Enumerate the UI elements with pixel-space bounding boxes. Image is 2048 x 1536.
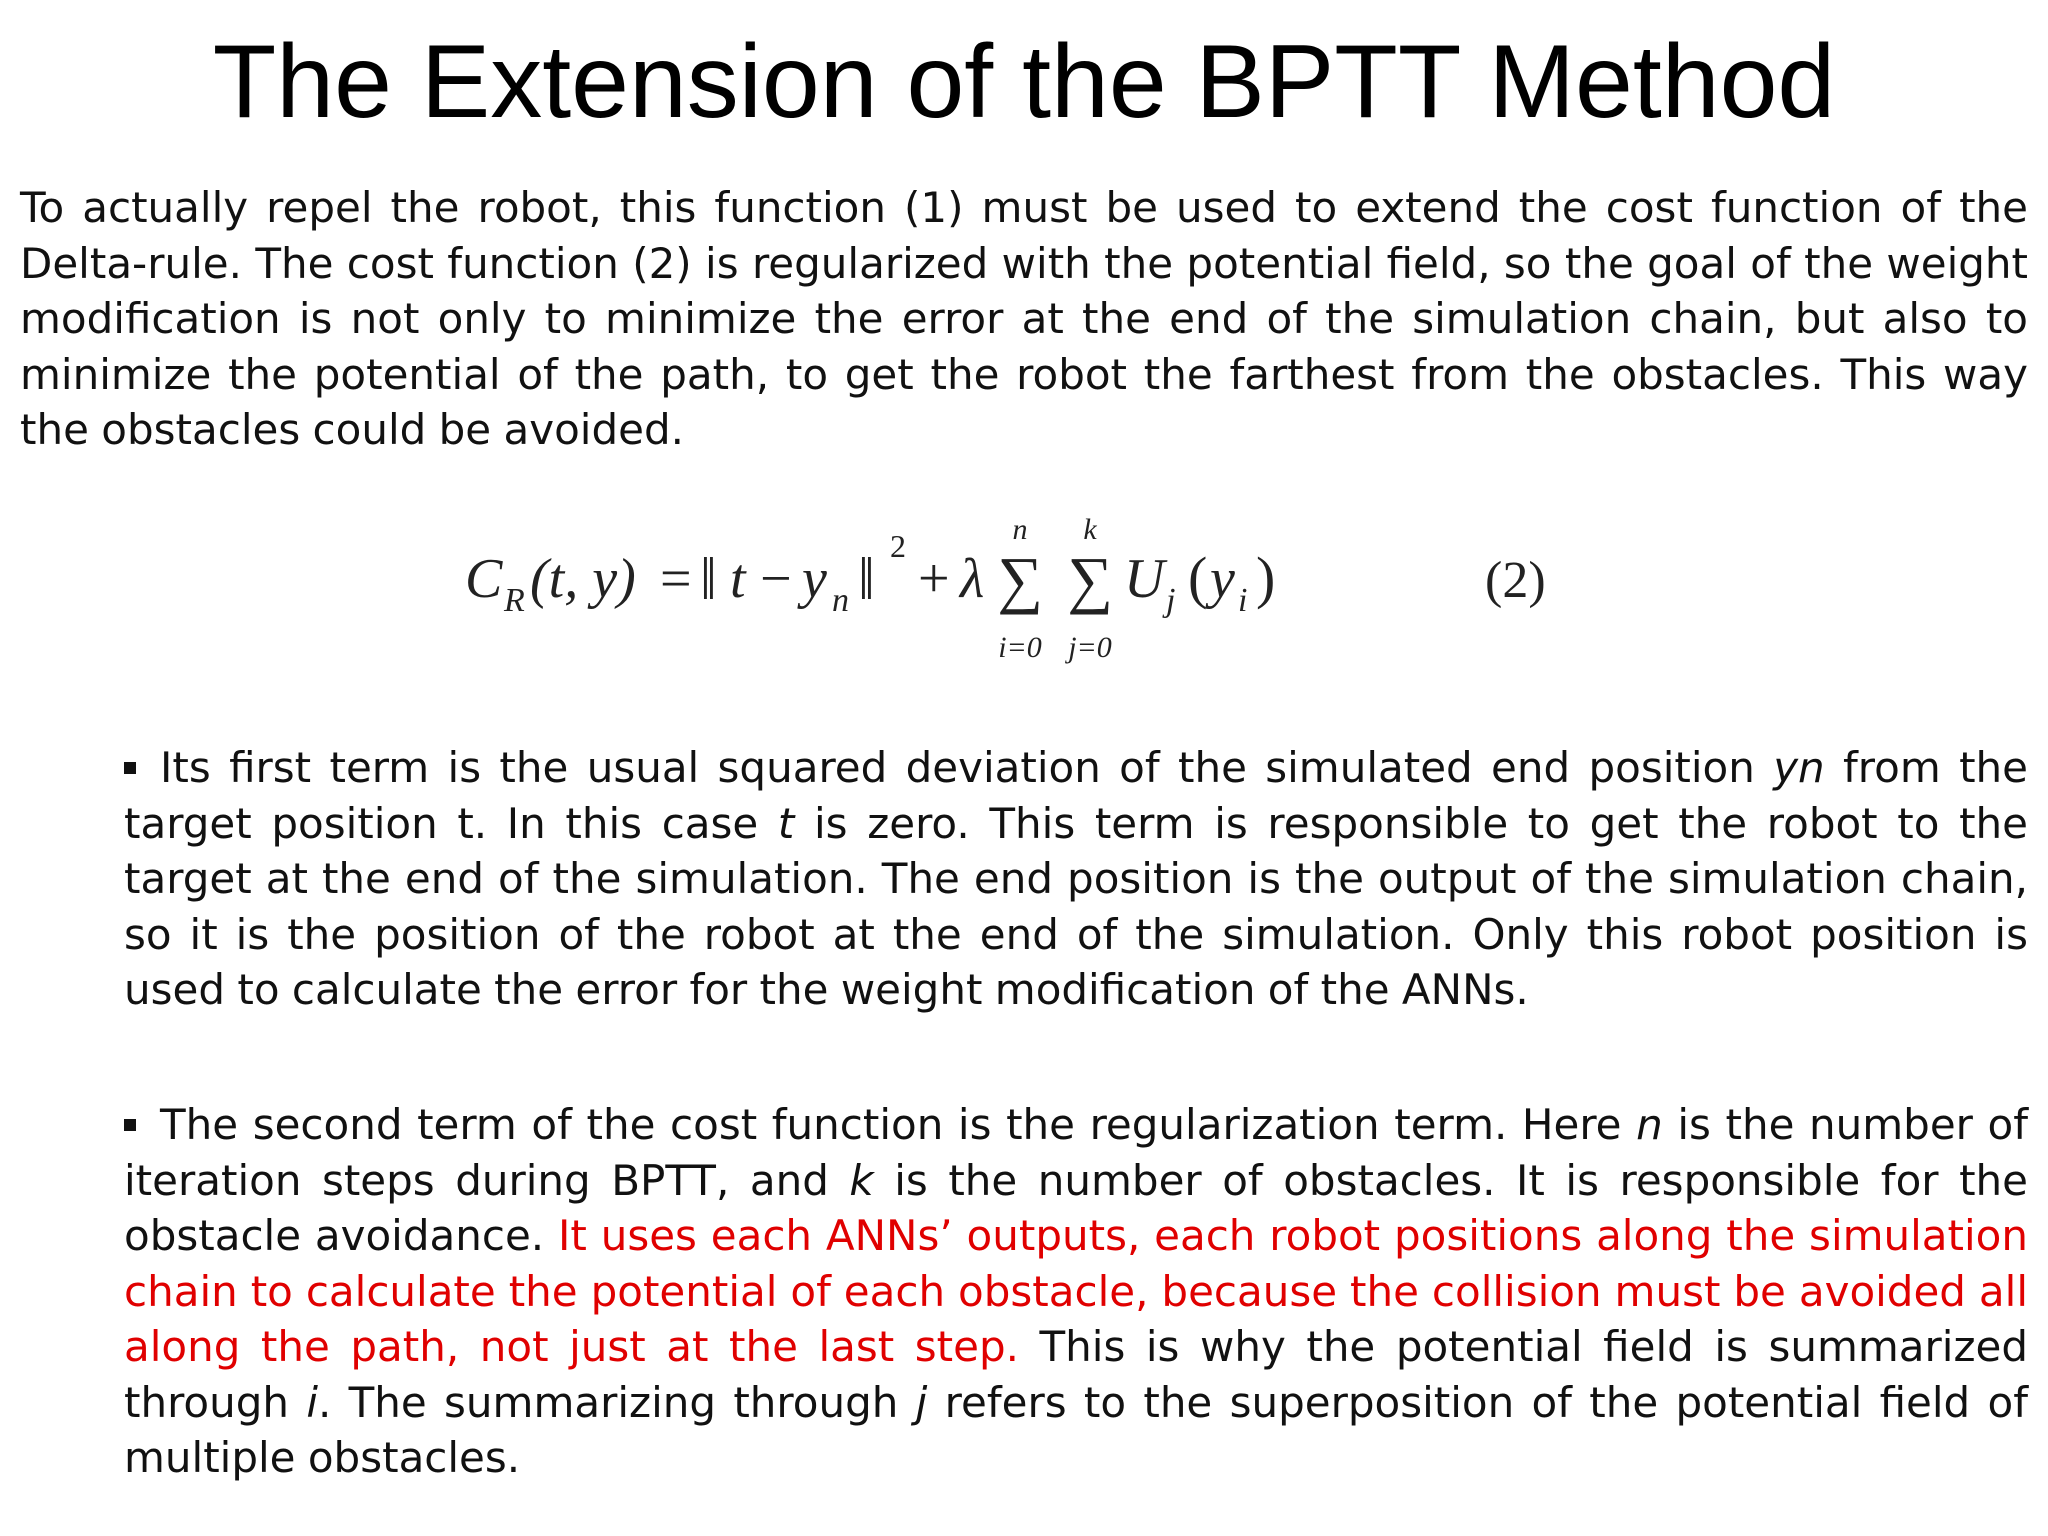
- bullet2-highlight-text: It uses each ANNs’ outputs, each robot positions along the simulation chain to calculate the potential of each obstacle, because the collision must be avoided all along the path, not just at the last step.: [124, 1211, 2028, 1371]
- formula-plus: +: [918, 548, 950, 610]
- slide-title: The Extension of the BPTT Method: [212, 24, 1836, 140]
- formula-u-arg: y: [1210, 548, 1235, 610]
- bullet2-var-j: j: [915, 1377, 928, 1427]
- formula-sigma-1: ∑: [997, 544, 1043, 615]
- bullet-square-icon: [124, 762, 136, 774]
- formula-minus: −: [760, 548, 792, 610]
- formula-y-subscript: n: [832, 582, 849, 619]
- formula-norm-close: ‖: [858, 546, 875, 612]
- bullet2-text-2: is the number of iteration steps during BPTT, and: [124, 1100, 2029, 1205]
- formula-lhs-symbol: C: [465, 548, 503, 610]
- bullet2-text-3: is the number of obstacles. It is responsible for the obstacle avoidance.: [124, 1155, 2028, 1260]
- formula-sigma-2: ∑: [1067, 544, 1113, 615]
- formula-u: U: [1124, 548, 1165, 610]
- formula-u-subscript: j: [1166, 582, 1176, 619]
- bullet1-text-1: Its first term is the usual squared deviation of the simulated end position: [160, 743, 1774, 792]
- formula-lhs-subscript: R: [504, 582, 525, 619]
- cost-function-formula: [460, 505, 1620, 670]
- bullet2-text-6: refers to the superposition of the potential field of multiple obstacles.: [124, 1377, 2028, 1482]
- bullet-second-term: [124, 1097, 2028, 1486]
- formula-lambda: λ: [960, 548, 985, 610]
- bullet2-var-k: k: [849, 1155, 874, 1205]
- formula-equals: =: [660, 548, 692, 610]
- formula-y: y: [802, 548, 827, 610]
- bullet1-var-yn: yn: [1773, 743, 1825, 792]
- formula-t: t: [730, 548, 746, 610]
- formula-sum1-upper: n: [1012, 513, 1028, 546]
- bullet1-text-2: from the target position t. In this case: [124, 743, 2029, 848]
- bullet1-var-t: t: [777, 798, 795, 848]
- bullet-first-term: [124, 740, 2028, 1018]
- bullet2-text-5: . The summarizing through: [318, 1377, 916, 1427]
- bullet-square-icon: [124, 1119, 136, 1131]
- bullet2-var-i: i: [306, 1377, 318, 1427]
- bullet2-text-4: This is why the potential field is summarized through: [124, 1322, 2028, 1427]
- formula-sum2-upper: k: [1083, 513, 1097, 546]
- formula-norm-open: ‖: [700, 546, 717, 612]
- formula-number: (2): [1485, 552, 1546, 609]
- bullet2-var-n: n: [1636, 1100, 1663, 1149]
- formula-exponent: 2: [890, 528, 906, 564]
- intro-paragraph: To actually repel the robot, this function (1) must be used to extend the cost function of the Delta-rule. The cost function (2) is regularized with the potential field, so the goal of the weight modification is not only to minimize the error at the end of the simulation chain, but also to minimize the potential of the path, to get the robot the farthest from the obstacles. This way the obstacles could be avoided.: [20, 183, 2028, 454]
- bullet2-text-1: The second term of the cost function is the regularization term. Here: [160, 1100, 1637, 1149]
- formula-u-arg-subscript: i: [1238, 582, 1248, 619]
- formula-lhs-args: (t, y): [530, 548, 636, 610]
- formula-sum2-lower: j=0: [1068, 631, 1112, 664]
- bullet1-text-3: is zero. This term is responsible to get the robot to the target at the end of the simulation. The end position is the output of the simulation chain, so it is the position of the robot at the end of the simulation. Only this robot position is used to calculate the error for the weight modification of the ANNs.: [124, 798, 2029, 1014]
- formula-u-arg-close: ): [1256, 545, 1276, 610]
- formula-u-arg-open: (: [1188, 545, 1208, 610]
- formula-sum1-lower: i=0: [998, 631, 1042, 664]
